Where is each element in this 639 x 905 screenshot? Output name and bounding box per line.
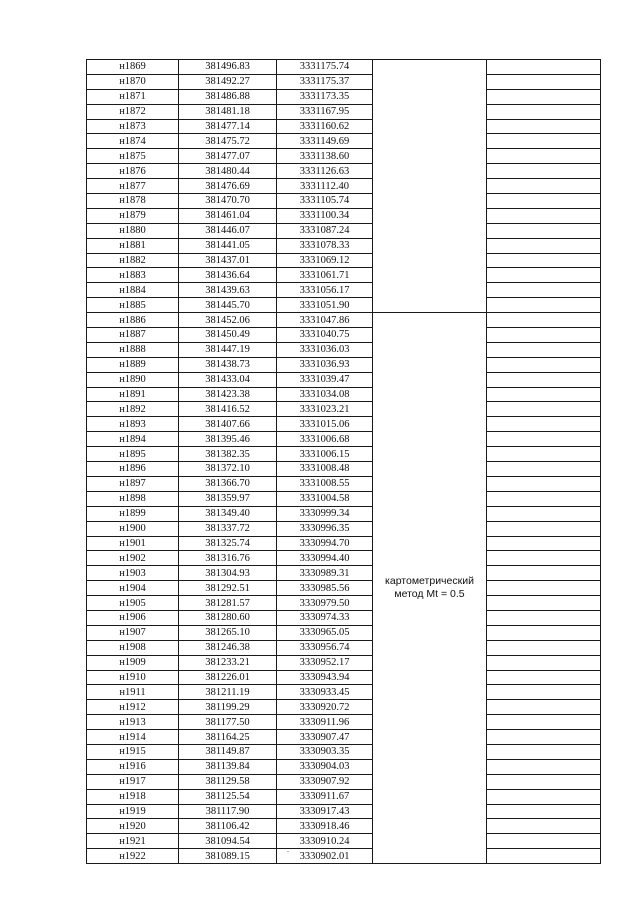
coordinates-table-body [87, 60, 601, 864]
y-coordinate-cell: 3331006.68 [277, 432, 373, 447]
point-id-cell: н1917 [87, 774, 179, 789]
y-coordinate-cell: 3331149.69 [277, 134, 373, 149]
y-coordinate-cell: 3331039.47 [277, 372, 373, 387]
empty-cell [487, 238, 601, 253]
x-coordinate-cell: 381477.14 [179, 119, 277, 134]
empty-cell [487, 610, 601, 625]
x-coordinate-cell: 381177.50 [179, 715, 277, 730]
point-id-cell: н1869 [87, 60, 179, 75]
empty-cell [487, 402, 601, 417]
x-coordinate-cell: 381117.90 [179, 804, 277, 819]
table-row [87, 268, 601, 283]
table-row [87, 804, 601, 819]
x-coordinate-cell: 381423.38 [179, 387, 277, 402]
empty-cell [487, 194, 601, 209]
point-id-cell: н1916 [87, 759, 179, 774]
x-coordinate-cell: 381436.64 [179, 268, 277, 283]
point-id-cell: н1890 [87, 372, 179, 387]
x-coordinate-cell: 381476.69 [179, 179, 277, 194]
table-row [87, 283, 601, 298]
table-row [87, 655, 601, 670]
point-id-cell: н1913 [87, 715, 179, 730]
x-coordinate-cell: 381470.70 [179, 194, 277, 209]
point-id-cell: н1876 [87, 164, 179, 179]
empty-cell [487, 849, 601, 864]
x-coordinate-cell: 381450.49 [179, 328, 277, 343]
table-row [87, 849, 601, 864]
empty-cell [487, 700, 601, 715]
table-row [87, 774, 601, 789]
x-coordinate-cell: 381226.01 [179, 670, 277, 685]
empty-cell [487, 640, 601, 655]
method-text-line2: метод Mt = 0.5 [394, 588, 465, 601]
x-coordinate-cell: 381280.60 [179, 610, 277, 625]
y-coordinate-cell: 3330994.40 [277, 551, 373, 566]
x-coordinate-cell: 381337.72 [179, 521, 277, 536]
y-coordinate-cell: 3331100.34 [277, 208, 373, 223]
y-coordinate-cell: 3330989.31 [277, 566, 373, 581]
table-row [87, 819, 601, 834]
x-coordinate-cell: 381304.93 [179, 566, 277, 581]
y-coordinate-cell: 3331078.33 [277, 238, 373, 253]
table-row [87, 834, 601, 849]
point-id-cell: н1895 [87, 447, 179, 462]
point-id-cell: н1888 [87, 342, 179, 357]
table-row [87, 581, 601, 596]
point-id-cell: н1904 [87, 581, 179, 596]
point-id-cell: н1896 [87, 462, 179, 477]
x-coordinate-cell: 381477.07 [179, 149, 277, 164]
table-row [87, 372, 601, 387]
empty-cell [487, 819, 601, 834]
empty-cell [487, 506, 601, 521]
y-coordinate-cell: 3330979.50 [277, 596, 373, 611]
table-row [87, 119, 601, 134]
table-row [87, 298, 601, 313]
y-coordinate-cell: 3330999.34 [277, 506, 373, 521]
table-row [87, 357, 601, 372]
table-row [87, 551, 601, 566]
table-row [87, 149, 601, 164]
table-row [87, 89, 601, 104]
empty-cell [487, 149, 601, 164]
point-id-cell: н1879 [87, 208, 179, 223]
x-coordinate-cell: 381106.42 [179, 819, 277, 834]
table-row [87, 328, 601, 343]
empty-cell [487, 268, 601, 283]
point-id-cell: н1909 [87, 655, 179, 670]
y-coordinate-cell: 3331034.08 [277, 387, 373, 402]
empty-cell [487, 60, 601, 75]
empty-cell [487, 164, 601, 179]
x-coordinate-cell: 381438.73 [179, 357, 277, 372]
empty-cell [487, 566, 601, 581]
empty-cell [487, 417, 601, 432]
table-row [87, 610, 601, 625]
x-coordinate-cell: 381139.84 [179, 759, 277, 774]
y-coordinate-cell: 3330965.05 [277, 625, 373, 640]
empty-cell [487, 283, 601, 298]
empty-cell [487, 179, 601, 194]
y-coordinate-cell: 3330920.72 [277, 700, 373, 715]
table-row [87, 60, 601, 75]
point-id-cell: н1911 [87, 685, 179, 700]
empty-cell [487, 670, 601, 685]
point-id-cell: н1908 [87, 640, 179, 655]
point-id-cell: н1872 [87, 104, 179, 119]
x-coordinate-cell: 381395.46 [179, 432, 277, 447]
point-id-cell: н1922 [87, 849, 179, 864]
y-coordinate-cell: 3330994.70 [277, 536, 373, 551]
table-row [87, 521, 601, 536]
x-coordinate-cell: 381211.19 [179, 685, 277, 700]
point-id-cell: н1881 [87, 238, 179, 253]
point-id-cell: н1891 [87, 387, 179, 402]
y-coordinate-cell: 3331004.58 [277, 491, 373, 506]
table-row [87, 447, 601, 462]
empty-cell [487, 104, 601, 119]
empty-cell [487, 432, 601, 447]
y-coordinate-cell: 3331173.35 [277, 89, 373, 104]
point-id-cell: н1877 [87, 179, 179, 194]
y-coordinate-cell: 3331160.62 [277, 119, 373, 134]
table-row [87, 625, 601, 640]
table-row [87, 685, 601, 700]
point-id-cell: н1889 [87, 357, 179, 372]
table-row [87, 789, 601, 804]
y-coordinate-cell: 3331008.55 [277, 476, 373, 491]
point-id-cell: н1901 [87, 536, 179, 551]
y-coordinate-cell: 3330933.45 [277, 685, 373, 700]
y-coordinate-cell: 3331051.90 [277, 298, 373, 313]
x-coordinate-cell: 381446.07 [179, 223, 277, 238]
x-coordinate-cell: 381433.04 [179, 372, 277, 387]
method-cell [373, 313, 487, 864]
y-coordinate-cell: 3330917.43 [277, 804, 373, 819]
y-coordinate-cell: 3331087.24 [277, 223, 373, 238]
empty-cell [487, 744, 601, 759]
point-id-cell: н1884 [87, 283, 179, 298]
point-id-cell: н1906 [87, 610, 179, 625]
point-id-cell: н1886 [87, 313, 179, 328]
empty-cell [487, 581, 601, 596]
table-row [87, 744, 601, 759]
y-coordinate-cell: 3330956.74 [277, 640, 373, 655]
empty-cell [487, 462, 601, 477]
x-coordinate-cell: 381089.15 [179, 849, 277, 864]
point-id-cell: н1880 [87, 223, 179, 238]
point-id-cell: н1893 [87, 417, 179, 432]
point-id-cell: н1875 [87, 149, 179, 164]
x-coordinate-cell: 381445.70 [179, 298, 277, 313]
x-coordinate-cell: 381164.25 [179, 730, 277, 745]
x-coordinate-cell: 381129.58 [179, 774, 277, 789]
x-coordinate-cell: 381366.70 [179, 476, 277, 491]
x-coordinate-cell: 381094.54 [179, 834, 277, 849]
table-row [87, 730, 601, 745]
x-coordinate-cell: 381149.87 [179, 744, 277, 759]
table-row [87, 74, 601, 89]
table-row [87, 640, 601, 655]
point-id-cell: н1874 [87, 134, 179, 149]
table-row [87, 476, 601, 491]
table-row [87, 194, 601, 209]
y-coordinate-cell: 3330904.03 [277, 759, 373, 774]
x-coordinate-cell: 381233.21 [179, 655, 277, 670]
point-id-cell: н1920 [87, 819, 179, 834]
x-coordinate-cell: 381407.66 [179, 417, 277, 432]
table-row [87, 238, 601, 253]
table-row [87, 536, 601, 551]
table-row [87, 715, 601, 730]
point-id-cell: н1903 [87, 566, 179, 581]
empty-cell [487, 804, 601, 819]
table-row [87, 313, 601, 328]
table-row [87, 387, 601, 402]
empty-cell [487, 223, 601, 238]
y-coordinate-cell: 3331138.60 [277, 149, 373, 164]
point-id-cell: н1915 [87, 744, 179, 759]
empty-cell [487, 596, 601, 611]
table-row [87, 506, 601, 521]
y-coordinate-cell: 3331167.95 [277, 104, 373, 119]
x-coordinate-cell: 381486.88 [179, 89, 277, 104]
x-coordinate-cell: 381125.54 [179, 789, 277, 804]
y-coordinate-cell: 3330902.01 [277, 849, 373, 864]
empty-cell [487, 491, 601, 506]
point-id-cell: н1883 [87, 268, 179, 283]
y-coordinate-cell: 3330918.46 [277, 819, 373, 834]
y-coordinate-cell: 3331061.71 [277, 268, 373, 283]
table-row [87, 104, 601, 119]
y-coordinate-cell: 3331175.37 [277, 74, 373, 89]
empty-cell [487, 447, 601, 462]
empty-cell [487, 536, 601, 551]
table-row [87, 700, 601, 715]
empty-cell [487, 730, 601, 745]
table-row [87, 670, 601, 685]
table-row [87, 179, 601, 194]
y-coordinate-cell: 3330910.24 [277, 834, 373, 849]
empty-cell [487, 387, 601, 402]
x-coordinate-cell: 381416.52 [179, 402, 277, 417]
point-id-cell: н1900 [87, 521, 179, 536]
point-id-cell: н1919 [87, 804, 179, 819]
empty-cell [487, 74, 601, 89]
point-id-cell: н1873 [87, 119, 179, 134]
y-coordinate-cell: 3331126.63 [277, 164, 373, 179]
method-text-line1: картометрический [385, 575, 474, 588]
table-row [87, 417, 601, 432]
y-coordinate-cell: 3331040.75 [277, 328, 373, 343]
y-coordinate-cell: 3331069.12 [277, 253, 373, 268]
table-row [87, 462, 601, 477]
point-id-cell: н1905 [87, 596, 179, 611]
empty-cell [487, 789, 601, 804]
table-row [87, 208, 601, 223]
empty-cell [487, 715, 601, 730]
table-row [87, 432, 601, 447]
y-coordinate-cell: 3330985.56 [277, 581, 373, 596]
table-row [87, 491, 601, 506]
x-coordinate-cell: 381372.10 [179, 462, 277, 477]
empty-cell [487, 328, 601, 343]
empty-cell [487, 759, 601, 774]
empty-cell [487, 298, 601, 313]
x-coordinate-cell: 381481.18 [179, 104, 277, 119]
empty-cell [487, 208, 601, 223]
point-id-cell: н1914 [87, 730, 179, 745]
point-id-cell: н1921 [87, 834, 179, 849]
y-coordinate-cell: 3330996.35 [277, 521, 373, 536]
x-coordinate-cell: 381452.06 [179, 313, 277, 328]
table-row [87, 596, 601, 611]
table-row [87, 223, 601, 238]
empty-cell [487, 119, 601, 134]
point-id-cell: н1907 [87, 625, 179, 640]
y-coordinate-cell: 3330907.47 [277, 730, 373, 745]
y-coordinate-cell: 3331175.74 [277, 60, 373, 75]
x-coordinate-cell: 381359.97 [179, 491, 277, 506]
y-coordinate-cell: 3330907.92 [277, 774, 373, 789]
empty-cell [487, 342, 601, 357]
table-row [87, 164, 601, 179]
x-coordinate-cell: 381246.38 [179, 640, 277, 655]
x-coordinate-cell: 381441.05 [179, 238, 277, 253]
y-coordinate-cell: 3331105.74 [277, 194, 373, 209]
point-id-cell: н1902 [87, 551, 179, 566]
x-coordinate-cell: 381382.35 [179, 447, 277, 462]
x-coordinate-cell: 381492.27 [179, 74, 277, 89]
empty-cell [487, 625, 601, 640]
table-row [87, 134, 601, 149]
point-id-cell: н1882 [87, 253, 179, 268]
table-row [87, 253, 601, 268]
table-row [87, 759, 601, 774]
x-coordinate-cell: 381199.29 [179, 700, 277, 715]
empty-cell [487, 372, 601, 387]
empty-cell [487, 253, 601, 268]
empty-cell [487, 357, 601, 372]
empty-cell [487, 551, 601, 566]
method-cell [373, 60, 487, 313]
scan-artifact [287, 851, 289, 852]
y-coordinate-cell: 3331047.86 [277, 313, 373, 328]
empty-cell [487, 134, 601, 149]
point-id-cell: н1898 [87, 491, 179, 506]
point-id-cell: н1892 [87, 402, 179, 417]
y-coordinate-cell: 3330974.33 [277, 610, 373, 625]
x-coordinate-cell: 381447.19 [179, 342, 277, 357]
y-coordinate-cell: 3331056.17 [277, 283, 373, 298]
empty-cell [487, 521, 601, 536]
empty-cell [487, 685, 601, 700]
x-coordinate-cell: 381437.01 [179, 253, 277, 268]
point-id-cell: н1910 [87, 670, 179, 685]
y-coordinate-cell: 3330952.17 [277, 655, 373, 670]
x-coordinate-cell: 381316.76 [179, 551, 277, 566]
y-coordinate-cell: 3331008.48 [277, 462, 373, 477]
x-coordinate-cell: 381475.72 [179, 134, 277, 149]
point-id-cell: н1912 [87, 700, 179, 715]
y-coordinate-cell: 3331023.21 [277, 402, 373, 417]
x-coordinate-cell: 381325.74 [179, 536, 277, 551]
x-coordinate-cell: 381496.83 [179, 60, 277, 75]
y-coordinate-cell: 3330903.35 [277, 744, 373, 759]
x-coordinate-cell: 381292.51 [179, 581, 277, 596]
coordinates-table [86, 59, 601, 864]
x-coordinate-cell: 381461.04 [179, 208, 277, 223]
point-id-cell: н1871 [87, 89, 179, 104]
empty-cell [487, 89, 601, 104]
x-coordinate-cell: 381480.44 [179, 164, 277, 179]
point-id-cell: н1870 [87, 74, 179, 89]
point-id-cell: н1887 [87, 328, 179, 343]
point-id-cell: н1878 [87, 194, 179, 209]
table-row [87, 566, 601, 581]
y-coordinate-cell: 3331036.93 [277, 357, 373, 372]
y-coordinate-cell: 3331112.40 [277, 179, 373, 194]
empty-cell [487, 834, 601, 849]
point-id-cell: н1885 [87, 298, 179, 313]
empty-cell [487, 655, 601, 670]
y-coordinate-cell: 3330943.94 [277, 670, 373, 685]
x-coordinate-cell: 381281.57 [179, 596, 277, 611]
empty-cell [487, 476, 601, 491]
point-id-cell: н1918 [87, 789, 179, 804]
table-row [87, 402, 601, 417]
y-coordinate-cell: 3330911.67 [277, 789, 373, 804]
empty-cell [487, 774, 601, 789]
x-coordinate-cell: 381439.63 [179, 283, 277, 298]
y-coordinate-cell: 3331015.06 [277, 417, 373, 432]
y-coordinate-cell: 3330911.96 [277, 715, 373, 730]
x-coordinate-cell: 381349.40 [179, 506, 277, 521]
y-coordinate-cell: 3331036.03 [277, 342, 373, 357]
point-id-cell: н1897 [87, 476, 179, 491]
point-id-cell: н1899 [87, 506, 179, 521]
y-coordinate-cell: 3331006.15 [277, 447, 373, 462]
point-id-cell: н1894 [87, 432, 179, 447]
x-coordinate-cell: 381265.10 [179, 625, 277, 640]
table-row [87, 342, 601, 357]
empty-cell [487, 313, 601, 328]
